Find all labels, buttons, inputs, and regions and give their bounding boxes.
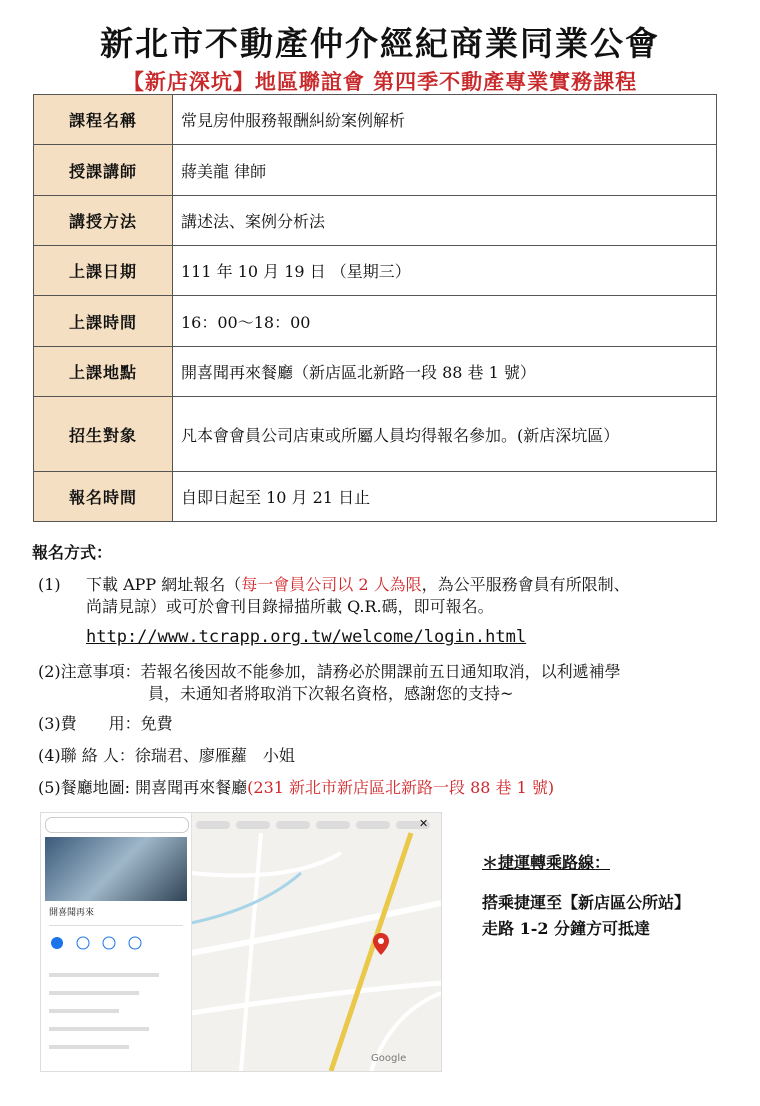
map-side-panel xyxy=(41,813,192,1071)
table-row xyxy=(34,196,717,246)
transit-info xyxy=(482,850,690,942)
map-pin-icon[interactable] xyxy=(373,933,389,955)
transit-line-2: 走路 1-2 分鐘方可抵達 xyxy=(482,919,651,938)
row-value: 16：00～18：00 xyxy=(173,296,717,347)
row-value: 開喜聞再來餐廳（新店區北新路一段 88 巷 1 號） xyxy=(173,347,717,397)
row-label: 上課時間 xyxy=(34,296,173,347)
registration-item-1 xyxy=(86,574,630,596)
item-1-limit: 每一會員公司以 2 人為限 xyxy=(241,575,422,594)
table-row xyxy=(34,472,717,522)
table-row xyxy=(34,95,717,145)
close-icon[interactable]: ✕ xyxy=(419,817,429,830)
row-label: 講授方法 xyxy=(34,196,173,246)
item-1-text-cont: ，為公平服務會員有所限制、 xyxy=(421,575,630,594)
restaurant-name: (5)餐廳地圖: 開喜聞再來餐廳 xyxy=(38,778,248,797)
restaurant-map[interactable] xyxy=(40,812,442,1072)
map-place-name: 開喜聞再來 xyxy=(49,908,95,918)
row-value: 凡本會會員公司店東或所屬人員均得報名參加。(新店深坑區） xyxy=(173,397,717,472)
restaurant-address: (231 新北市新店區北新路一段 88 巷 1 號) xyxy=(247,778,555,797)
row-label: 授課講師 xyxy=(34,145,173,196)
course-info-table xyxy=(33,94,717,522)
contact-item: (4)聯 絡 人：徐瑞君、廖雁蘿 小姐 xyxy=(38,746,295,765)
row-label: 上課日期 xyxy=(34,246,173,296)
restaurant-photo xyxy=(45,837,187,901)
table-row xyxy=(34,145,717,196)
row-value: 自即日起至 10 月 21 日止 xyxy=(173,472,717,522)
row-label: 招生對象 xyxy=(34,397,173,472)
fee-item: (3)費 用：免費 xyxy=(38,714,173,733)
row-label: 上課地點 xyxy=(34,347,173,397)
map-toolbar xyxy=(193,817,439,831)
table-row xyxy=(34,246,717,296)
google-logo: Google xyxy=(371,1053,407,1064)
page-title: 新北市不動產仲介經紀商業同業公會 xyxy=(100,24,660,63)
page-subtitle: 【新店深坑】地區聯誼會 第四季不動產專業實務課程 xyxy=(122,69,638,94)
search-icon[interactable] xyxy=(45,817,189,833)
item-1-text: 下載 APP 網址報名（ xyxy=(86,575,242,594)
table-row xyxy=(34,347,717,397)
row-value: 講述法、案例分析法 xyxy=(173,196,717,246)
map-address-item xyxy=(38,777,554,799)
row-label: 課程名稱 xyxy=(34,95,173,145)
registration-item-1-line2: 尚請見諒）或可於會刊目錄掃描所載 Q.R.碼，即可報名。 xyxy=(86,597,494,616)
notice-line-2: 員，未通知者將取消下次報名資格，感謝您的支持~ xyxy=(148,684,514,703)
notice-line-1: (2)注意事項：若報名後因故不能參加，請務必於開課前五日通知取消，以利遞補學 xyxy=(38,662,621,681)
table-row xyxy=(34,296,717,347)
row-value: 111 年 10 月 19 日 （星期三） xyxy=(173,246,717,296)
transit-line-1: 搭乘捷運至【新店區公所站】 xyxy=(482,893,691,912)
table-row xyxy=(34,397,717,472)
registration-item-1-number: (1) xyxy=(38,575,61,594)
registration-heading: 報名方式： xyxy=(32,543,113,562)
panel-actions xyxy=(41,933,191,1063)
registration-url-link[interactable]: http://www.tcrapp.org.tw/welcome/login.html xyxy=(86,627,527,647)
row-value: 常見房仲服務報酬糾紛案例解析 xyxy=(173,95,717,145)
row-value: 蔣美龍 律師 xyxy=(173,145,717,196)
transit-title: ＊捷運轉乘路線： xyxy=(482,853,611,872)
row-label: 報名時間 xyxy=(34,472,173,522)
